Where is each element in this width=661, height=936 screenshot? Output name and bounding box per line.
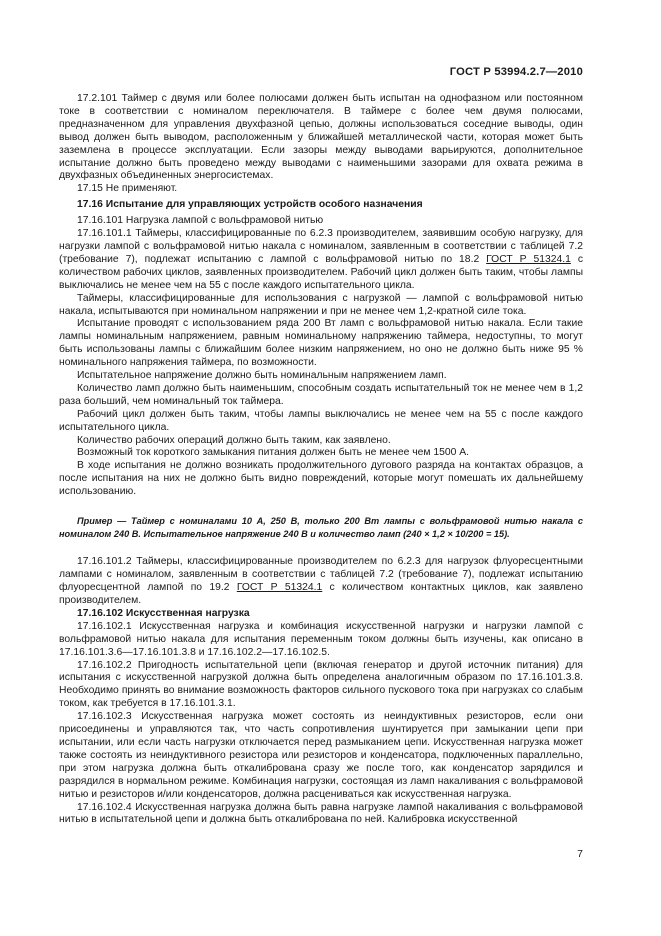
- section-heading: 17.16 Испытание для управляющих устройств особого назначения: [77, 199, 423, 211]
- page-number: 7: [577, 848, 583, 860]
- paragraph: 17.16.102.1 Искусственная нагрузка и комбинация искусственной нагрузки и нагрузки лампой с вольфрамовой нитью накала для испытания переменным током должны быть изучены, как описано в 17.16.101.3.6—17.16.101.3.8 и 17.16.102.2—17.16.102.5.: [59, 620, 583, 658]
- paragraph: Испытательное напряжение должно быть номинальным напряжением ламп.: [77, 370, 447, 382]
- paragraph: 17.15 Не применяют.: [77, 183, 178, 195]
- standard-reference-link[interactable]: ГОСТ Р 51324.1: [486, 253, 571, 265]
- document-header: ГОСТ Р 53994.2.7—2010: [449, 66, 583, 78]
- paragraph: Количество ламп должно быть наименьшим, способным создать испытательный ток не менее чем в 1,2 раза больший, чем номинальный ток таймера.: [59, 382, 583, 407]
- paragraph: 17.16.102.4 Искусственная нагрузка должна быть равна нагрузке лампой накаливания с вольфрамовой нитью в испытательной цепи и должна быть откалиброванa по ней. Калибровка искусственной: [59, 801, 583, 826]
- paragraph-text: с количеством контактных циклов, как заявлено производителем.: [59, 582, 583, 606]
- paragraph: Количество рабочих операций должно быть таким, как заявлено.: [77, 434, 391, 446]
- subsection-heading: 17.16.102 Искусственная нагрузка: [77, 607, 250, 619]
- paragraph-text: с количеством рабочих циклов, заявленных производителем. Рабочий цикл должен быть таким, чтобы лампы выключались не менее чем на 55 с после каждого испытательного цикла.: [59, 253, 583, 291]
- paragraph-text: 17.16.101.1 Таймеры, классифицированные по 6.2.3 производителем, заявившим особую нагрузку, для нагрузки лампой с вольфрамовой нитью накала с номиналом, заявленным в соответствии с таблицей 7.2 (требование 7), подлежат испытанию с лампой с вольфрамовой нитью по 18.2: [59, 228, 583, 265]
- paragraph: [59, 556, 583, 608]
- document-body: [59, 93, 583, 827]
- example-note: Пример — Таймер с номиналами 10 А, 250 В, только 200 Вт лампы с вольфрамовой нитью накала с номиналом 240 В. Испытательное напряжение 240 В и количество ламп (240 × 1,2 × 10/200 = 15).: [59, 516, 583, 539]
- paragraph-text: 17.16.101.2 Таймеры, классифицированные производителем по 6.2.3 для нагрузок флуоресцентными лампами с номиналом, заявленным в соответствии с таблицей 7.2 (требование 7), подлежат испытанию флуоресцентной лампой по 19.2: [59, 556, 583, 594]
- paragraph: Возможный ток короткого замыкания питания должен быть не менее чем 1500 А.: [77, 447, 470, 459]
- paragraph: [59, 228, 583, 293]
- paragraph: Рабочий цикл должен быть таким, чтобы лампы выключались не менее чем на 55 с после каждого испытательного цикла.: [59, 408, 583, 433]
- paragraph: 17.16.102.2 Пригодность испытательной цепи (включая генератор и другой источник питания) для испытания с искусственной нагрузкой должна быть определена аналогичным образом по 17.16.101.3.8. Необходимо принять во внимание возможность факторов сильного пускового тока при нагрузках со слабым током, как требуется в 17.16.101.3.1.: [59, 659, 583, 710]
- paragraph: Испытание проводят с использованием ряда 200 Вт ламп с вольфрамовой нитью накала. Если такие лампы номинальным напряжением, равным номинальному напряжению таймера, недоступны, то могут быть использованы лампы с ближайшим более низким напряжением, но оно не должно быть ниже 95 % номинального напряжения таймера, по возможности.: [59, 318, 583, 369]
- paragraph: 17.16.101 Нагрузка лампой с вольфрамовой нитью: [77, 215, 324, 227]
- paragraph: Таймеры, классифицированные для использования с нагрузкой — лампой с вольфрамовой нитью накала, испытываются при номинальном напряжении и при не менее чем 1,2-кратной силе тока.: [59, 292, 583, 317]
- paragraph: 17.2.101 Таймер с двумя или более полюсами должен быть испытан на однофазном или постоянном токе в соответствии с номиналом переключателя. В таймере с более чем двумя полюсами, предназначенном для управления двухфазной цепью, должны использоваться соседние выводы, один вывод должен быть выводом, расположенным у ближайшей металлической части, которая может быть заземлена в процессе эксплуатации. Если зазоры между выводами варьируются, дополнительное испытание должно быть проведено между выводами с наименьшими зазорами для охвата режима в двухфазных объединенных энергосистемах.: [59, 93, 583, 182]
- standard-reference-link[interactable]: ГОСТ Р 51324.1: [236, 582, 323, 594]
- paragraph: В ходе испытания не должно возникать продолжительного дугового разряда на контактах образцов, а после испытания на них не должно быть видно повреждений, которые могут помешать их дальнейшему использованию.: [59, 460, 583, 498]
- paragraph: 17.16.102.3 Искусственная нагрузка может состоять из неиндуктивных резисторов, если они присоединены и управляются так, что часть сопротивления шунтируется при замыкании цепи при испытании, или если часть нагрузки отключается перед размыканием цепи. Искусственная нагрузка может также состоять из неиндуктивного резистора или резисторов и конденсатора, подключенных параллельно, при этом нагрузка должна быть откалибрована сразу же после того, как конденсатор зарядился и разрядился в нормальном режиме. Комбинация нагрузки, состоящая из ламп накаливания с вольфрамовой нитью и резисторов и/или конденсаторов, должна расцениваться как искусственная нагрузка.: [59, 711, 583, 800]
